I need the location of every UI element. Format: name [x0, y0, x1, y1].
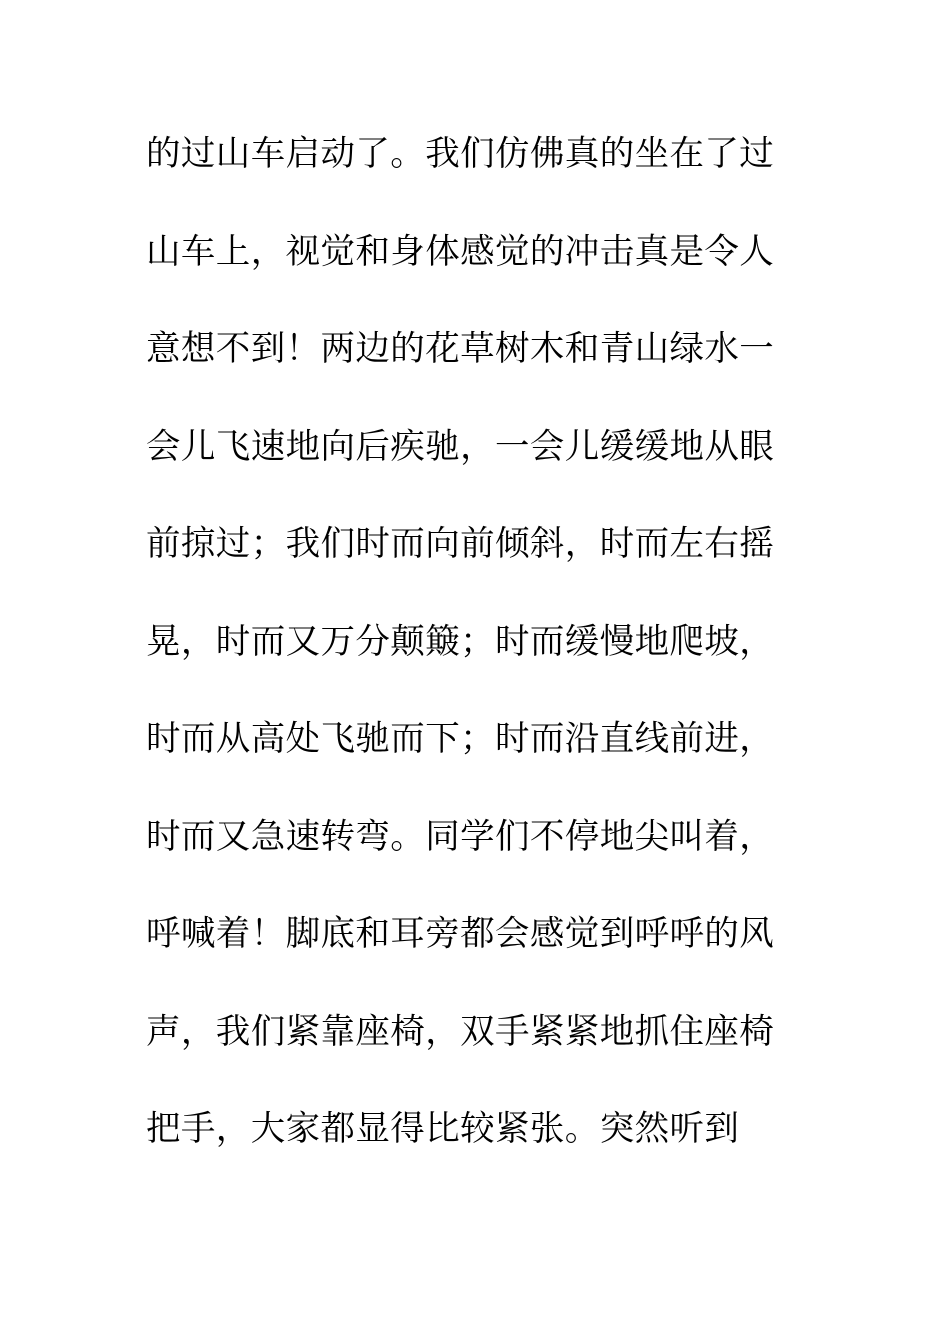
- text-line: 意想不到！两边的花草树木和青山绿水一: [146, 329, 775, 369]
- text-line: 山车上，视觉和身体感觉的冲击真是令人: [146, 231, 775, 272]
- text-line: 声，我们紧靠座椅，双手紧紧地抓住座椅: [146, 1011, 775, 1052]
- text-line: 时而从高处飞驰而下；时而沿直线前进，: [146, 719, 775, 759]
- text-line: 时而又急速转弯。同学们不停地尖叫着，: [146, 816, 775, 857]
- text-line: 呼喊着！脚底和耳旁都会感觉到呼呼的风: [146, 914, 775, 954]
- body-text: [146, 124, 806, 1197]
- text-line: 会儿飞速地向后疾驰，一会儿缓缓地从眼: [146, 426, 775, 467]
- text-line: 的过山车启动了。我们仿佛真的坐在了过: [146, 134, 775, 174]
- text-line: 前掠过；我们时而向前倾斜，时而左右摇: [146, 524, 775, 564]
- text-line: 把手，大家都显得比较紧张。突然听到: [146, 1109, 740, 1149]
- text-line: 晃，时而又万分颠簸；时而缓慢地爬坡，: [146, 621, 775, 662]
